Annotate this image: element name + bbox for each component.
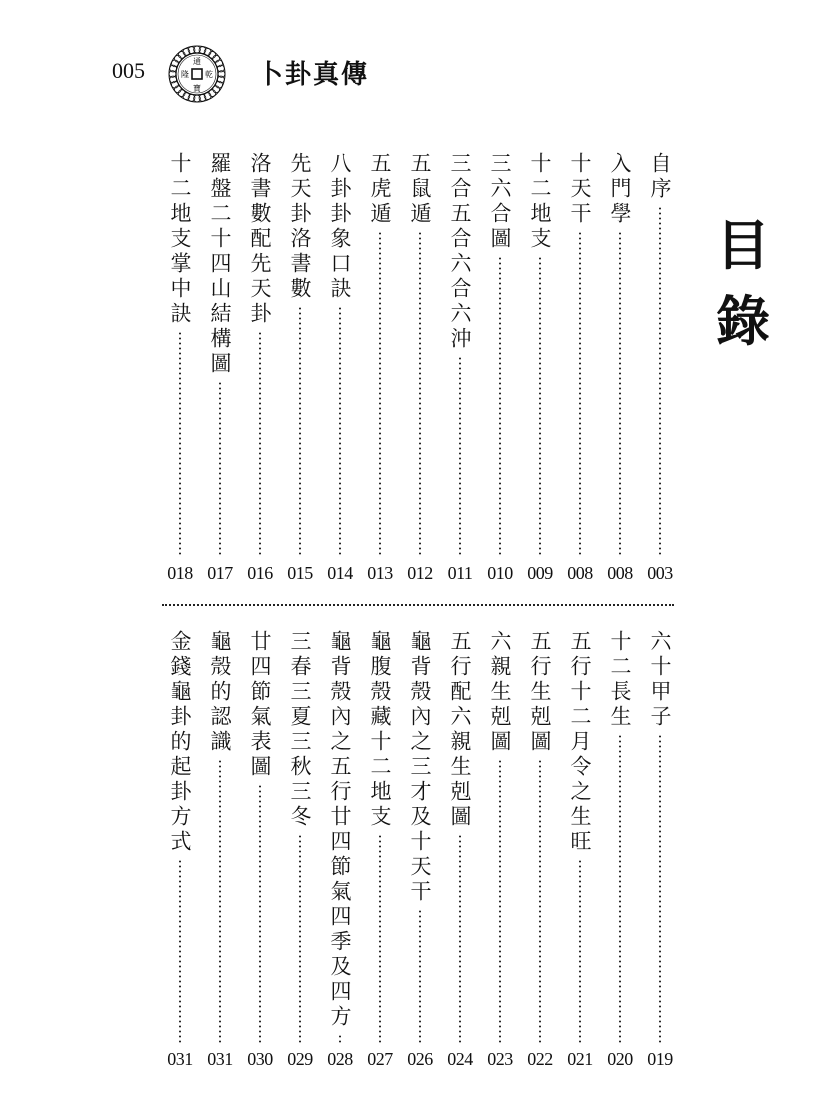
toc-entry-page: 020 <box>607 1049 633 1069</box>
toc-entry-title: 龜腹殼藏十二地支 <box>368 630 392 830</box>
toc-entry-title: 龜背殼內之三才及十天干 <box>408 630 432 905</box>
toc-leader-dots <box>659 734 661 1043</box>
toc-entry[interactable] <box>560 630 600 1070</box>
toc-entry[interactable] <box>240 630 280 1070</box>
toc-entry[interactable] <box>640 152 680 584</box>
toc-leader-dots <box>619 231 621 557</box>
toc-entry[interactable] <box>600 152 640 584</box>
toc-entry[interactable] <box>280 152 320 584</box>
toc-leader-dots <box>499 759 501 1043</box>
toc-entry-title: 龜殼的認識 <box>208 630 232 755</box>
toc-entry-page: 015 <box>287 563 313 583</box>
toc-entry-page: 024 <box>447 1049 473 1069</box>
toc-leader-dots <box>339 306 341 557</box>
toc-entry[interactable] <box>600 630 640 1070</box>
coin-char-bottom: 寶 <box>193 84 201 93</box>
toc-leader-dots <box>539 256 541 557</box>
toc-entry-page: 023 <box>487 1049 513 1069</box>
toc-entry-page: 019 <box>647 1049 673 1069</box>
coin-char-top: 通 <box>193 57 201 66</box>
toc-entry-title: 五行配六親生剋圖 <box>448 630 472 830</box>
toc-leader-dots <box>219 381 221 557</box>
toc-leader-dots <box>579 231 581 557</box>
toc-entry[interactable] <box>160 630 200 1070</box>
toc-title-char: 目 <box>716 214 770 277</box>
toc-section-top <box>160 152 680 584</box>
toc-entry-page: 009 <box>527 563 553 583</box>
toc-leader-dots <box>419 909 421 1043</box>
toc-entry-page: 029 <box>287 1049 313 1069</box>
toc-entry-page: 021 <box>567 1049 593 1069</box>
toc-entry-page: 031 <box>207 1049 233 1069</box>
toc-entry-page: 031 <box>167 1049 193 1069</box>
toc-entry-title: 自序 <box>648 152 672 202</box>
toc-entry[interactable] <box>560 152 600 584</box>
book-title: 卜卦真傳 <box>257 60 370 90</box>
coin-char-left: 隆 <box>181 70 189 79</box>
toc-entry-title: 六親生剋圖 <box>488 630 512 755</box>
toc-title <box>708 208 778 360</box>
toc-entry-page: 012 <box>407 563 433 583</box>
toc-entry[interactable] <box>400 152 440 584</box>
page-header <box>112 44 412 104</box>
toc-leader-dots <box>579 859 581 1043</box>
toc-leader-dots <box>539 759 541 1043</box>
toc-entry-page: 026 <box>407 1049 433 1069</box>
toc-entry-page: 003 <box>647 563 673 583</box>
toc-leader-dots <box>379 834 381 1043</box>
toc-entry-title: 洛書數配先天卦 <box>248 152 272 327</box>
toc-entry[interactable] <box>400 630 440 1070</box>
toc-entry-title: 十天干 <box>568 152 592 227</box>
toc-title-char: 錄 <box>716 290 770 353</box>
toc-entry-title: 五行生剋圖 <box>528 630 552 755</box>
toc-entry-title: 三春三夏三秋三冬 <box>288 630 312 830</box>
toc-entry-title: 十二長生 <box>608 630 632 730</box>
toc-entry[interactable] <box>160 152 200 584</box>
toc-entry[interactable] <box>440 630 480 1070</box>
toc-entry-title: 十二地支掌中訣 <box>168 152 192 327</box>
toc-entry-title: 十二地支 <box>528 152 552 252</box>
toc-leader-dots <box>499 256 501 557</box>
toc-entry-title: 五鼠遁 <box>408 152 432 227</box>
toc-entry-title: 八卦卦象口訣 <box>328 152 352 302</box>
toc-entry-title: 三合五合六合六沖 <box>448 152 472 352</box>
toc-entry[interactable] <box>440 152 480 584</box>
toc-entry-title: 金錢龜卦的起卦方式 <box>168 630 192 855</box>
toc-entry-page: 008 <box>607 563 633 583</box>
toc-entry-page: 017 <box>207 563 233 583</box>
toc-leader-dots <box>459 834 461 1043</box>
toc-entry[interactable] <box>480 630 520 1070</box>
toc-entry[interactable] <box>320 152 360 584</box>
toc-leader-dots <box>459 356 461 557</box>
toc-leader-dots <box>659 206 661 557</box>
toc-entry[interactable] <box>280 630 320 1070</box>
toc-entry-page: 013 <box>367 563 393 583</box>
toc-entry-title: 龜背殼內之五行廿四節氣四季及四方 <box>328 630 352 1030</box>
toc-entry[interactable] <box>520 152 560 584</box>
toc-entry[interactable] <box>520 630 560 1070</box>
toc-entry-title: 先天卦洛書數 <box>288 152 312 302</box>
coin-emblem-icon <box>167 44 227 104</box>
toc-entry-page: 008 <box>567 563 593 583</box>
toc-entry-title: 六十甲子 <box>648 630 672 730</box>
page-number: 005 <box>112 58 145 83</box>
toc-entry-page: 016 <box>247 563 273 583</box>
toc-entry-page: 027 <box>367 1049 393 1069</box>
toc-entry[interactable] <box>200 152 240 584</box>
toc-entry[interactable] <box>360 630 400 1070</box>
coin-char-right: 乾 <box>205 70 213 79</box>
toc-entry-title: 羅盤二十四山結構圖 <box>208 152 232 377</box>
toc-leader-dots <box>379 231 381 557</box>
toc-entry-title: 廿四節氣表圖 <box>248 630 272 780</box>
toc-entry-page: 010 <box>487 563 513 583</box>
toc-entry-page: 014 <box>327 563 353 583</box>
toc-leader-dots <box>419 231 421 557</box>
toc-entry[interactable] <box>640 630 680 1070</box>
toc-entry[interactable] <box>240 152 280 584</box>
toc-entry-page: 022 <box>527 1049 553 1069</box>
toc-leader-dots <box>299 834 301 1043</box>
toc-entry[interactable] <box>320 630 360 1070</box>
toc-entry[interactable] <box>200 630 240 1070</box>
toc-entry-page: 028 <box>327 1049 353 1069</box>
section-divider <box>162 604 674 606</box>
toc-leader-dots <box>259 331 261 557</box>
toc-entry-title: 三六合圖 <box>488 152 512 252</box>
toc-leader-dots <box>259 784 261 1043</box>
toc-leader-dots <box>219 759 221 1043</box>
toc-entry-title: 五虎遁 <box>368 152 392 227</box>
toc-entry[interactable] <box>480 152 520 584</box>
toc-leader-dots <box>619 734 621 1043</box>
toc-entry-title: 五行十二月令之生旺 <box>568 630 592 855</box>
toc-entry[interactable] <box>360 152 400 584</box>
toc-leader-dots <box>179 859 181 1043</box>
toc-entry-page: 011 <box>447 563 473 583</box>
toc-leader-dots <box>179 331 181 557</box>
toc-entry-title: 入門學 <box>608 152 632 227</box>
toc-leader-dots <box>299 306 301 557</box>
toc-entry-page: 018 <box>167 563 193 583</box>
toc-entry-page: 030 <box>247 1049 273 1069</box>
toc-leader-dots <box>339 1034 341 1043</box>
toc-section-bottom <box>160 630 680 1070</box>
